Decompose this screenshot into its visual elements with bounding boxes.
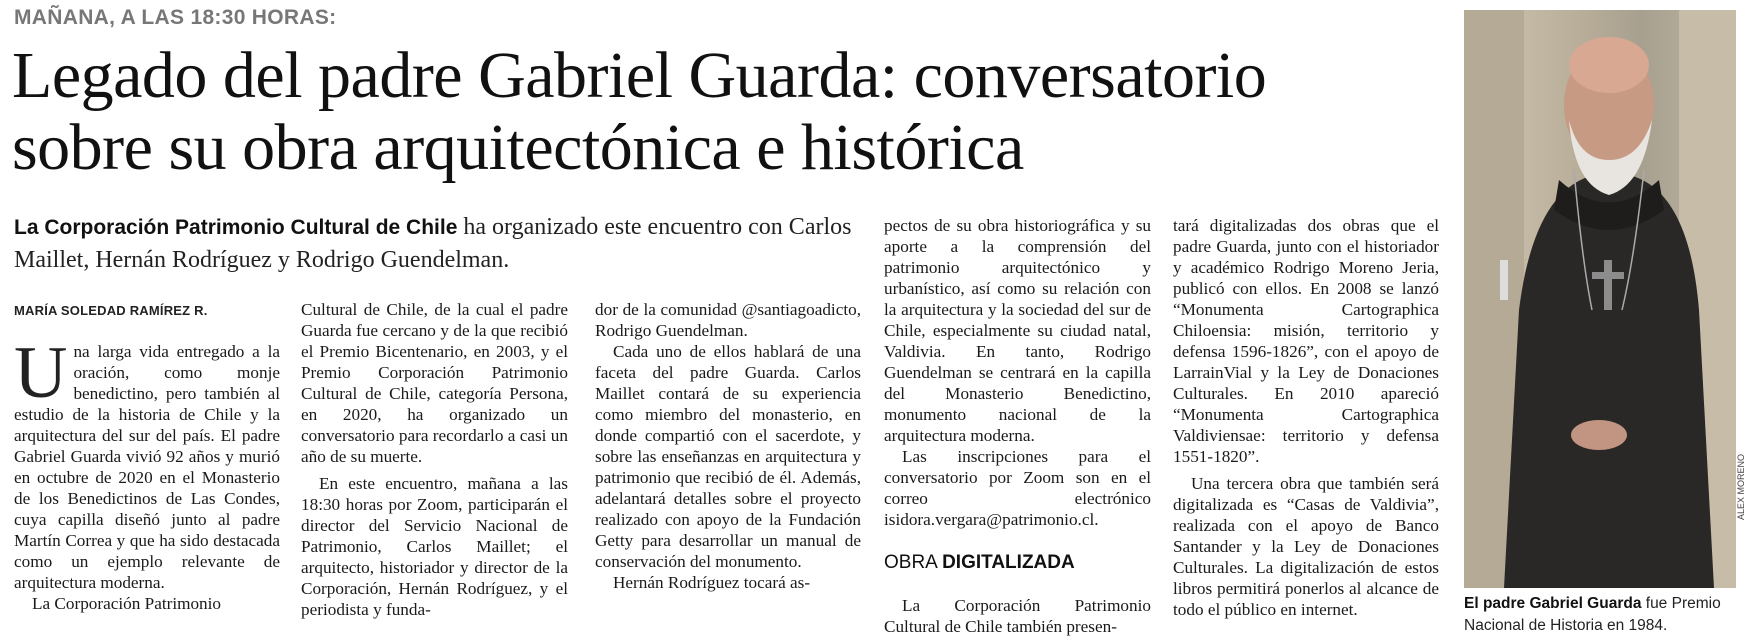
photo-caption — [1464, 593, 1744, 637]
deck-text: ha organizado este encuentro con Carlos Maillet, Hernán Rodríguez y Rodrigo Guendelman. — [14, 214, 852, 273]
byline: MARÍA SOLEDAD RAMÍREZ R. — [14, 303, 208, 318]
column-1 — [14, 341, 280, 644]
paragraph: En este encuentro, mañana a las 18:30 horas por Zoom, participarán el director del Servicio Nacional de Patrimonio, Carlos Maillet; el arquitecto, historiador y director de la Corporación, Hernán Rodríguez, y el periodista y funda- — [301, 474, 568, 619]
paragraph-text: na larga vida entregado a la oración, como monje benedictino, pero también al estudio de la historia de Chile y la arquitectura del sur del país. El padre Gabriel Guarda vivió 92 años y murió en octubre de 2020 en el Monasterio de los Benedictinos de Las Condes, cuya capilla diseñó junto al padre Martín Correa y que ha sido destacada como un ejemplo relevante de arquitectura moderna. — [14, 342, 280, 592]
caption-bold: El padre Gabriel Guarda — [1464, 595, 1642, 612]
paragraph: La Corporación Patrimonio Cultural de Chile también presen- — [884, 596, 1151, 636]
portrait-photo — [1464, 10, 1736, 588]
column-2 — [301, 299, 568, 644]
paragraph: Cultural de Chile, de la cual el padre Guarda fue cercano y de la que recibió el Premio Bicentenario, en 2003, y el Premio Corporación Patrimonio Cultural de Chile, categoría Persona, en 2020, ha organizado un conversatorio para recordarlo a casi un año de su muerte. — [301, 300, 568, 466]
paragraph — [14, 341, 280, 593]
monk-illustration — [1464, 10, 1736, 588]
kicker: MAÑANA, A LAS 18:30 HORAS: — [14, 6, 337, 29]
column-5 — [1173, 215, 1439, 644]
headline — [12, 40, 1452, 184]
deck-bold: La Corporación Patrimonio Cultural de Chile — [14, 216, 458, 239]
paragraph: tará digitalizadas dos obras que el padre Guarda, junto con el historiador y académico Rodrigo Moreno Jeria, publicó con ellos. En 2008 se lanzó “Monumenta Cartographica Chiloensia: misión, territorio y defensa 1596-1826”, con el apoyo de LarrainVial y la Ley de Donaciones Culturales. En 2010 apareció “Monumenta Cartographica Valdiviensae: territorio y defensa 1551-1820”. — [1173, 216, 1439, 466]
paragraph: Las inscripciones para el conversatorio por Zoom son en el correo electrónico isidora.vergara@patrimonio.cl. — [884, 447, 1151, 529]
subhead-bold: DIGITALIZADA — [942, 552, 1075, 573]
paragraph: Cada uno de ellos hablará de una faceta del padre Guarda. Carlos Maillet contará de su experiencia como miembro del monasterio, en donde compartió con el sacerdote, y sobre las enseñanzas en arquitectura y patrimonio que recibió de él. Además, adelantará detalles sobre el proyecto realizado con apoyo de la Fundación Getty para desarrollar un manual de conservación del monumento. — [595, 342, 861, 571]
drop-cap: U — [14, 341, 68, 414]
headline-line-2: sobre su obra arquitectónica e histórica — [12, 111, 1024, 184]
deck — [14, 211, 874, 277]
subhead-light: OBRA — [884, 552, 943, 573]
paragraph: pectos de su obra historiográfica y su aporte a la comprensión del patrimonio arquitectónico y urbanístico, así como su relación con la arquitectura y la sociedad del sur de Chile, especialmente su ciudad natal, Valdivia. En tanto, Rodrigo Guendelman se centrará en la capilla del Monasterio Benedictino, monumento nacional de la arquitectura moderna. — [884, 216, 1151, 445]
paragraph: Una tercera obra que también será digitalizada es “Casas de Valdivia”, realizada con el apoyo de Banco Santander y la Ley de Donaciones Culturales. La digitalización de estos libros permitirá ponerlos al alcance de todo el público en internet. — [1173, 474, 1439, 619]
column-4 — [884, 215, 1151, 644]
section-subhead — [884, 552, 1151, 573]
photo-credit: ALEX MORENO — [1736, 453, 1746, 520]
column-3 — [595, 299, 861, 644]
headline-line-1: Legado del padre Gabriel Guarda: conversatorio — [12, 39, 1267, 112]
paragraph: dor de la comunidad @santiagoadicto, Rodrigo Guendelman. — [595, 300, 861, 340]
caption-text: fue Premio Nacional de Historia en 1984. — [1464, 595, 1721, 634]
paragraph: Hernán Rodríguez tocará as- — [613, 573, 811, 592]
paragraph: La Corporación Patrimonio — [32, 594, 222, 613]
